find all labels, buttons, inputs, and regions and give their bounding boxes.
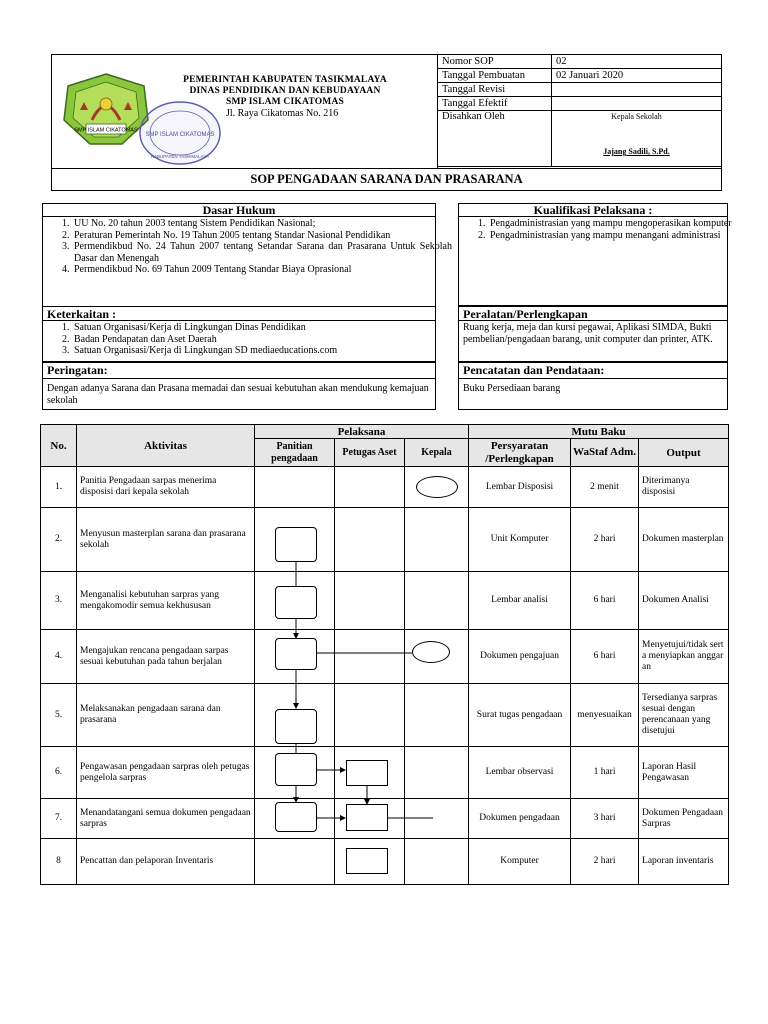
cell-kepala xyxy=(405,839,469,885)
col-mutu-baku: Mutu Baku xyxy=(469,425,729,439)
row-output: Dokumen Pengadaan Sarpras xyxy=(639,799,729,839)
row-persyaratan: Lembar analisi xyxy=(469,572,571,630)
col-aktivitas: Aktivitas xyxy=(77,425,255,467)
kualifikasi-list xyxy=(464,218,744,241)
row-aktivitas: Menandatangani semua dokumen pengadaan sarpras xyxy=(77,799,255,839)
petugas-process-7 xyxy=(346,804,388,831)
row-waktu: 2 hari xyxy=(571,508,639,572)
list-item: 1. Pengadministrasian yang mampu mengoperasikan komputer xyxy=(488,218,744,230)
peringatan-title: Peringatan: xyxy=(47,363,108,377)
row-persyaratan: Lembar observasi xyxy=(469,747,571,799)
cell-petugas xyxy=(335,572,405,630)
col-no: No. xyxy=(41,425,77,467)
stamp-ring-text: KABUPATEN TASIKMALAYA xyxy=(150,154,210,159)
meta-value xyxy=(552,83,722,97)
cell-kepala xyxy=(405,508,469,572)
table-row xyxy=(41,508,729,572)
pencatatan-title: Pencatatan dan Pendataan: xyxy=(463,363,605,377)
row-no: 2. xyxy=(41,508,77,572)
panitia-process-4 xyxy=(275,638,317,670)
meta-label: Nomor SOP xyxy=(438,55,552,69)
row-waktu: 6 hari xyxy=(571,572,639,630)
cell-kepala xyxy=(405,572,469,630)
table-row xyxy=(41,467,729,508)
meta-label: Tanggal Revisi xyxy=(438,83,552,97)
header-title-divider xyxy=(51,168,722,169)
stamp-text: SMP ISLAM CIKATOMAS xyxy=(145,132,215,138)
kualifikasi-title: Kualifikasi Pelaksana : xyxy=(533,203,653,217)
row-no: 6. xyxy=(41,747,77,799)
row-no: 1. xyxy=(41,467,77,508)
approver-title: Kepala Sekolah xyxy=(611,112,662,121)
row-no: 5. xyxy=(41,684,77,747)
row-waktu: menyesuaikan xyxy=(571,684,639,747)
org-line-1: PEMERINTAH KABUPATEN TASIKMALAYA xyxy=(183,75,387,85)
cell-kepala xyxy=(405,747,469,799)
org-address: Jl. Raya Cikatomas No. 216 xyxy=(226,108,339,119)
org-line-2: DINAS PENDIDIKAN DAN KEBUDAYAAN xyxy=(189,86,381,96)
rule xyxy=(42,378,436,379)
org-heading xyxy=(160,75,410,108)
row-output: Diterimanya disposisi xyxy=(639,467,729,508)
row-waktu: 2 menit xyxy=(571,467,639,508)
meta-label: Tanggal Pembuatan xyxy=(438,69,552,83)
school-stamp xyxy=(137,100,223,166)
kepala-decision-oval xyxy=(412,641,450,663)
row-no: 3. xyxy=(41,572,77,630)
table-row xyxy=(41,684,729,747)
col-waktu: WaStaf Adm. xyxy=(571,439,639,467)
list-item: 4. Permendikbud No. 69 Tahun 2009 Tentang Standar Biaya Oprasional xyxy=(72,264,452,276)
row-no: 4. xyxy=(41,630,77,684)
cell-kepala xyxy=(405,684,469,747)
peralatan-title: Peralatan/Perlengkapan xyxy=(463,307,588,321)
row-output: Tersedianya sarpras sesuai dengan perencanaan yang disetujui xyxy=(639,684,729,747)
panitia-process-5 xyxy=(275,709,317,744)
panitia-process-7 xyxy=(275,802,317,832)
approval-cell xyxy=(552,111,722,167)
list-item: 3. Permendikbud No. 24 Tahun 2007 tentang Setandar Sarana dan Prasarana Untuk Sekolah Dasar dan Menengah xyxy=(72,241,452,264)
col-persyaratan: Persyaratan /Perlengkapan xyxy=(469,439,571,467)
petugas-process-6 xyxy=(346,760,388,786)
sop-meta-table xyxy=(437,54,722,167)
meta-value: 02 Januari 2020 xyxy=(552,69,722,83)
col-output: Output xyxy=(639,439,729,467)
list-item: 3. Satuan Organisasi/Kerja di Lingkungan SD mediaeducations.com xyxy=(72,345,452,357)
keterkaitan-title: Keterkaitan : xyxy=(47,307,116,321)
approved-label: Disahkan Oleh xyxy=(438,111,552,167)
list-item: 2. Badan Pendapatan dan Aset Daerah xyxy=(72,334,452,346)
row-aktivitas: Mengajukan rencana pengadaan sarpas sesuai kebutuhan pada tahun berjalan xyxy=(77,630,255,684)
cell-petugas xyxy=(335,630,405,684)
meta-label: Tanggal Efektif xyxy=(438,97,552,111)
panitia-process-6 xyxy=(275,753,317,786)
cell-panitia xyxy=(255,467,335,508)
row-output: Laporan inventaris xyxy=(639,839,729,885)
col-petugas: Petugas Aset xyxy=(335,439,405,467)
meta-row xyxy=(438,83,722,97)
list-item: 1. UU No. 20 tahun 2003 tentang Sistem Pendidikan Nasional; xyxy=(72,218,452,230)
row-waktu: 2 hari xyxy=(571,839,639,885)
panitia-process-2 xyxy=(275,527,317,562)
table-header-row xyxy=(41,425,729,439)
dasar-hukum-list xyxy=(48,218,452,276)
row-aktivitas: Panitia Pengadaan sarpas menerima disposisi dari kepala sekolah xyxy=(77,467,255,508)
keterkaitan-list xyxy=(48,322,452,357)
rule xyxy=(458,378,728,379)
row-persyaratan: Dokumen pengadaan xyxy=(469,799,571,839)
approver-name: Jajang Sadili, S.Pd. xyxy=(603,147,670,156)
row-persyaratan: Dokumen pengajuan xyxy=(469,630,571,684)
peringatan-text: Dengan adanya Sarana dan Prasana memadai dan sesuai kebutuhan akan mendukung kemajuan sekolah xyxy=(47,383,429,406)
row-waktu: 1 hari xyxy=(571,747,639,799)
petugas-process-8 xyxy=(346,848,388,874)
kepala-start-terminator xyxy=(416,476,458,498)
sop-title: SOP PENGADAAN SARANA DAN PRASARANA xyxy=(250,172,523,186)
meta-row xyxy=(438,55,722,69)
list-item: 2. Pengadministrasian yang mampu menangani administrasi xyxy=(488,230,744,242)
table-row xyxy=(41,630,729,684)
row-waktu: 6 hari xyxy=(571,630,639,684)
row-aktivitas: Melaksanakan pengadaan sarana dan prasarana xyxy=(77,684,255,747)
cell-petugas xyxy=(335,508,405,572)
table-row xyxy=(41,572,729,630)
cell-petugas xyxy=(335,684,405,747)
row-output: Dokumen Analisi xyxy=(639,572,729,630)
row-persyaratan: Lembar Disposisi xyxy=(469,467,571,508)
col-pelaksana: Pelaksana xyxy=(255,425,469,439)
cell-kepala xyxy=(405,799,469,839)
row-aktivitas: Menyusun masterplan sarana dan prasarana sekolah xyxy=(77,508,255,572)
row-output: Menyetujui/tidak serta menyiapkan anggaran xyxy=(639,630,729,684)
meta-value xyxy=(552,97,722,111)
row-no: 8 xyxy=(41,839,77,885)
row-persyaratan: Komputer xyxy=(469,839,571,885)
list-item: 2. Peraturan Pemerintah No. 19 Tahun 2005 tentang Standar Nasional Pendidikan xyxy=(72,230,452,242)
row-output: Dokumen masterplan xyxy=(639,508,729,572)
dasar-hukum-title: Dasar Hukum xyxy=(202,203,276,217)
list-item: 1. Satuan Organisasi/Kerja di Lingkungan Dinas Pendidikan xyxy=(72,322,452,334)
row-output: Laporan Hasil Pengawasan xyxy=(639,747,729,799)
row-aktivitas: Pencattan dan pelaporan Inventaris xyxy=(77,839,255,885)
meta-row xyxy=(438,97,722,111)
row-waktu: 3 hari xyxy=(571,799,639,839)
peralatan-text: Ruang kerja, meja dan kursi pegawai, Aplikasi SIMDA, Bukti pembelian/pengadaan barang, unit computer dan printer, ATK. xyxy=(463,322,713,345)
row-aktivitas: Menganalisi kebutuhan sarpras yang mengakomodir semua kekhususan xyxy=(77,572,255,630)
logo-text: SMP ISLAM CIKATOMAS xyxy=(74,127,138,134)
panitia-process-3 xyxy=(275,586,317,619)
cell-panitia xyxy=(255,839,335,885)
row-no: 7. xyxy=(41,799,77,839)
pencatatan-text: Buku Persediaan barang xyxy=(463,383,561,394)
org-line-3: SMP ISLAM CIKATOMAS xyxy=(226,97,344,107)
row-aktivitas: Pengawasan pengadaan sarpras oleh petugas pengelola sarpras xyxy=(77,747,255,799)
meta-row-approval xyxy=(438,111,722,167)
meta-value: 02 xyxy=(552,55,722,69)
col-kepala: Kepala xyxy=(405,439,469,467)
row-persyaratan: Surat tugas pengadaan xyxy=(469,684,571,747)
col-panitia: Panitian pengadaan xyxy=(255,439,335,467)
meta-row xyxy=(438,69,722,83)
cell-petugas xyxy=(335,467,405,508)
row-persyaratan: Unit Komputer xyxy=(469,508,571,572)
